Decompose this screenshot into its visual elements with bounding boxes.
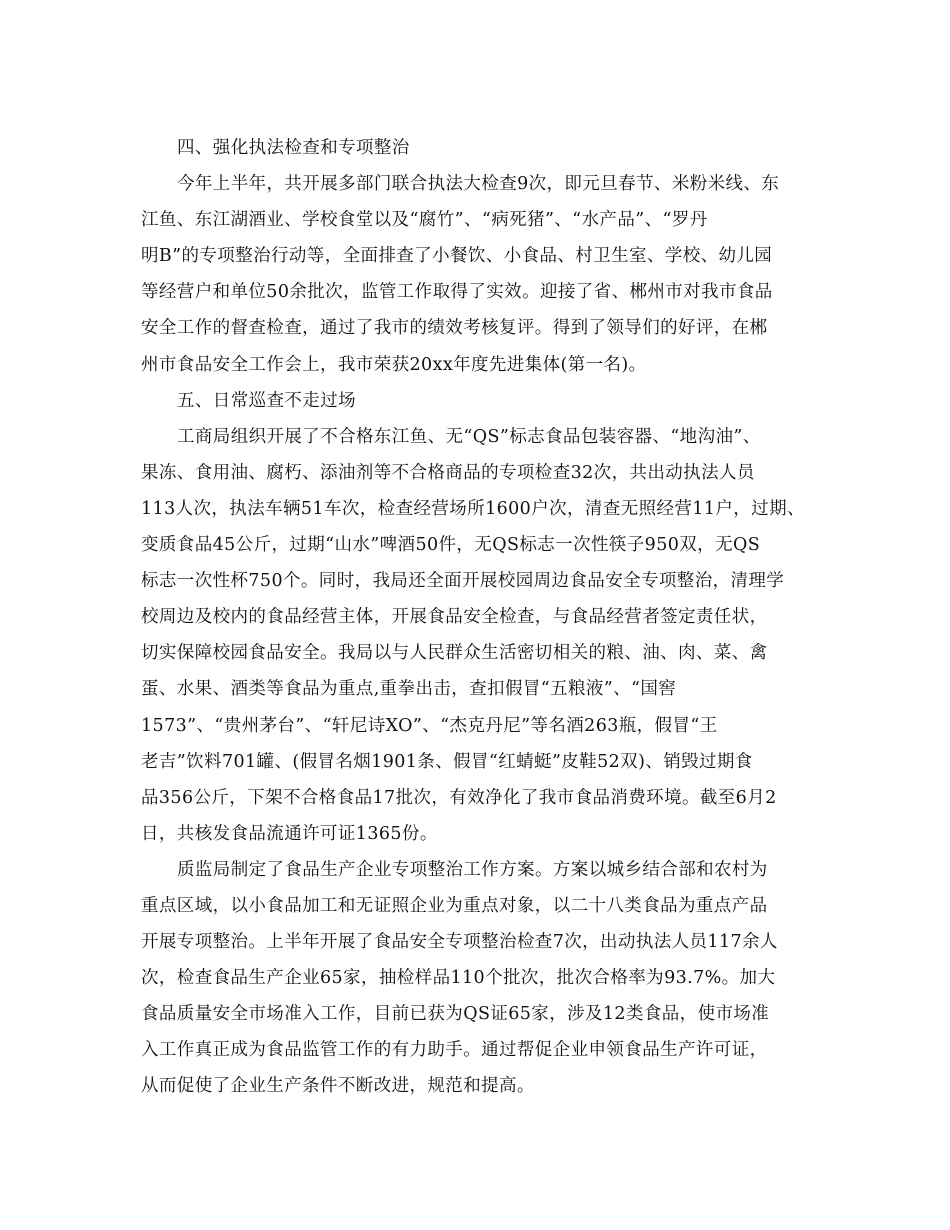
paragraph-line: 安全工作的督查检查，通过了我市的绩效考核复评。得到了领导们的好评，在郴 (141, 318, 768, 339)
paragraph-line: 1573”、“贵州茅台”、“轩尼诗XO”、“杰克丹尼”等名酒263瓶，假冒“王 (141, 715, 718, 736)
paragraph-line: 开展专项整治。上半年开展了食品安全专项整治检查7次，出动执法人员117余人 (141, 932, 778, 953)
paragraph-line: 果冻、食用油、腐朽、添油剂等不合格商品的专项检查32次，共出动执法人员 (141, 462, 755, 483)
paragraph-line: 从而促使了企业生产条件不断改进，规范和提高。 (141, 1076, 535, 1097)
paragraph-line: 等经营户和单位50余批次，监管工作取得了实效。迎接了省、郴州市对我市食品 (141, 282, 773, 303)
paragraph-line: 标志一次性杯750个。同时，我局还全面开展校园周边食品安全专项整治，清理学 (141, 571, 785, 592)
paragraph-line: 质监局制定了食品生产企业专项整治工作方案。方案以城乡结合部和农村为 (177, 859, 768, 880)
paragraph-line: 明B”的专项整治行动等，全面排查了小餐饮、小食品、村卫生室、学校、幼儿园 (141, 246, 773, 267)
paragraph-line: 工商局组织开展了不合格东江鱼、无“QS”标志食品包装容器、“地沟油”、 (177, 426, 761, 447)
paragraph-line: 重点区域，以小食品加工和无证照企业为重点对象，以二十八类食品为重点产品 (141, 895, 768, 916)
paragraph-line: 变质食品45公斤，过期“山水”啤酒50件，无QS标志一次性筷子950双，无QS (141, 535, 761, 556)
paragraph-line: 次，检查食品生产企业65家，抽检样品110个批次，批次合格率为93.7%。加大 (141, 968, 776, 989)
paragraph-line: 113人次，执法车辆51车次，检查经营场所1600户次，清查无照经营11户，过期、 (141, 498, 805, 519)
paragraph-line: 品356公斤，下架不合格食品17批次，有效净化了我市食品消费环境。截至6月2 (141, 787, 777, 808)
paragraph-line: 江鱼、东江湖酒业、学校食堂以及“腐竹”、“病死猪”、“水产品”、“罗丹 (141, 210, 708, 231)
paragraph-line: 蛋、水果、酒类等食品为重点,重拳出击，查扣假冒“五粮液”、“国窖 (141, 679, 677, 700)
paragraph-line: 切实保障校园食品安全。我局以与人民群众生活密切相关的粮、油、肉、菜、禽 (141, 643, 768, 664)
paragraph-line: 入工作真正成为食品监管工作的有力助手。通过帮促企业申领食品生产许可证， (141, 1040, 768, 1061)
paragraph-line: 今年上半年，共开展多部门联合执法大检查9次，即元旦春节、米粉米线、东 (177, 174, 780, 195)
paragraph-line: 老吉”饮料701罐、(假冒名烟1901条、假冒“红蜻蜓”皮鞋52双)、销毁过期食 (141, 751, 753, 772)
paragraph-line: 日，共核发食品流通许可证1365份。 (141, 823, 438, 844)
section-heading: 五、日常巡查不走过场 (177, 390, 356, 411)
paragraph-line: 校周边及校内的食品经营主体，开展食品安全检查，与食品经营者签定责任状， (141, 607, 768, 628)
paragraph-line: 州市食品安全工作会上，我市荣获20xx年度先进集体(第一名)。 (141, 354, 647, 375)
paragraph-line: 食品质量安全市场准入工作，目前已获为QS证65家，涉及12类食品，使市场准 (141, 1004, 770, 1025)
document-body (141, 130, 841, 1105)
section-heading: 四、强化执法检查和专项整治 (177, 138, 410, 158)
